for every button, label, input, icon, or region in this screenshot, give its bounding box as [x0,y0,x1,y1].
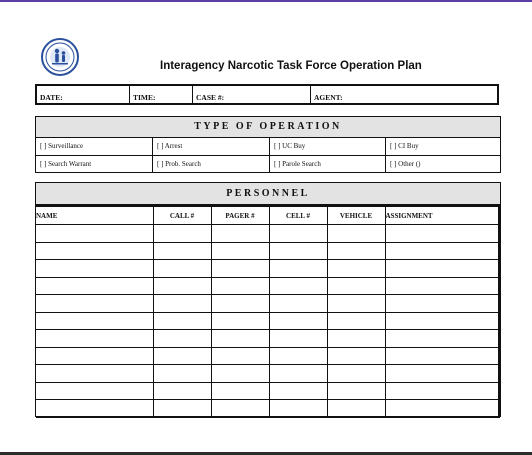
personnel-cell[interactable] [327,277,385,295]
personnel-row [36,295,499,313]
personnel-cell[interactable] [327,260,385,278]
personnel-table [36,205,500,418]
assignment-column-header: ASSIGNMENT [385,206,499,225]
personnel-cell[interactable] [153,365,211,383]
case-info-row [35,84,499,105]
personnel-cell[interactable] [36,330,153,348]
other-checkbox[interactable]: [ ] Other () [390,160,421,168]
personnel-cell[interactable] [153,382,211,400]
personnel-cell[interactable] [385,242,499,260]
personnel-row [36,225,499,243]
personnel-cell[interactable] [36,312,153,330]
personnel-section [35,182,501,417]
operation-row [36,138,500,156]
ci-buy-checkbox[interactable]: [ ] CI Buy [390,142,419,150]
personnel-cell[interactable] [36,347,153,365]
personnel-cell[interactable] [269,382,327,400]
personnel-cell[interactable] [153,260,211,278]
personnel-cell[interactable] [36,295,153,313]
personnel-cell[interactable] [211,347,269,365]
personnel-cell[interactable] [385,365,499,383]
personnel-cell[interactable] [36,242,153,260]
type-of-operation-section [35,116,501,173]
personnel-cell[interactable] [153,295,211,313]
personnel-cell[interactable] [153,225,211,243]
personnel-cell[interactable] [211,242,269,260]
agent-field[interactable]: AGENT: [314,93,343,102]
personnel-row [36,400,499,418]
surveillance-checkbox[interactable]: [ ] Surveillance [36,138,153,155]
personnel-cell[interactable] [327,312,385,330]
personnel-cell[interactable] [269,330,327,348]
personnel-cell[interactable] [385,225,499,243]
type-of-operation-heading: TYPE OF OPERATION [36,117,500,138]
personnel-cell[interactable] [327,225,385,243]
personnel-row [36,312,499,330]
operation-row [36,156,500,173]
personnel-cell[interactable] [269,260,327,278]
personnel-cell[interactable] [269,295,327,313]
personnel-header-row [36,206,499,225]
personnel-cell[interactable] [36,260,153,278]
personnel-row [36,347,499,365]
personnel-row [36,242,499,260]
personnel-cell[interactable] [211,225,269,243]
personnel-row [36,260,499,278]
personnel-cell[interactable] [211,382,269,400]
personnel-cell[interactable] [153,347,211,365]
pager-number-column-header: PAGER # [211,206,269,225]
personnel-cell[interactable] [269,242,327,260]
uc-buy-checkbox[interactable]: [ ] UC Buy [270,138,386,155]
personnel-cell[interactable] [211,312,269,330]
personnel-cell[interactable] [269,347,327,365]
time-field[interactable]: TIME: [130,86,193,103]
personnel-cell[interactable] [327,382,385,400]
personnel-cell[interactable] [385,400,499,418]
personnel-cell[interactable] [327,242,385,260]
parole-search-checkbox[interactable]: [ ] Parole Search [270,156,386,173]
personnel-cell[interactable] [327,295,385,313]
name-column-header: NAME [36,206,153,225]
agency-seal-icon [41,38,79,76]
personnel-cell[interactable] [211,277,269,295]
personnel-cell[interactable] [327,330,385,348]
personnel-cell[interactable] [153,277,211,295]
personnel-cell[interactable] [36,277,153,295]
personnel-cell[interactable] [385,382,499,400]
personnel-cell[interactable] [36,365,153,383]
personnel-rows [36,225,499,418]
personnel-cell[interactable] [153,330,211,348]
search-warrant-checkbox[interactable]: [ ] Search Warrant [36,156,153,173]
personnel-row [36,382,499,400]
personnel-cell[interactable] [211,260,269,278]
personnel-cell[interactable] [36,400,153,418]
personnel-cell[interactable] [327,347,385,365]
prob-search-checkbox[interactable]: [ ] Prob. Search [153,156,270,173]
personnel-cell[interactable] [269,365,327,383]
personnel-cell[interactable] [385,277,499,295]
personnel-cell[interactable] [385,295,499,313]
call-number-column-header: CALL # [153,206,211,225]
form-title: Interagency Narcotic Task Force Operation Plan [160,60,422,72]
arrest-checkbox[interactable]: [ ] Arrest [153,138,270,155]
personnel-cell[interactable] [269,400,327,418]
personnel-cell[interactable] [327,365,385,383]
personnel-cell[interactable] [211,295,269,313]
personnel-cell[interactable] [153,242,211,260]
personnel-cell[interactable] [385,347,499,365]
personnel-cell[interactable] [153,400,211,418]
personnel-cell[interactable] [153,312,211,330]
personnel-cell[interactable] [36,225,153,243]
personnel-cell[interactable] [211,330,269,348]
window-top-border [0,0,532,2]
cell-number-column-header: CELL # [269,206,327,225]
personnel-cell[interactable] [269,312,327,330]
personnel-cell[interactable] [211,365,269,383]
personnel-heading: PERSONNEL [36,183,500,205]
case-number-field[interactable]: CASE #: [193,86,311,103]
personnel-row [36,330,499,348]
personnel-cell[interactable] [327,400,385,418]
personnel-cell[interactable] [385,312,499,330]
date-field[interactable]: DATE: [37,86,130,103]
personnel-cell[interactable] [385,260,499,278]
personnel-cell[interactable] [269,277,327,295]
personnel-cell[interactable] [211,400,269,418]
personnel-cell[interactable] [36,382,153,400]
personnel-cell[interactable] [385,330,499,348]
vehicle-column-header: VEHICLE [327,206,385,225]
personnel-row [36,365,499,383]
personnel-row [36,277,499,295]
personnel-cell[interactable] [269,225,327,243]
